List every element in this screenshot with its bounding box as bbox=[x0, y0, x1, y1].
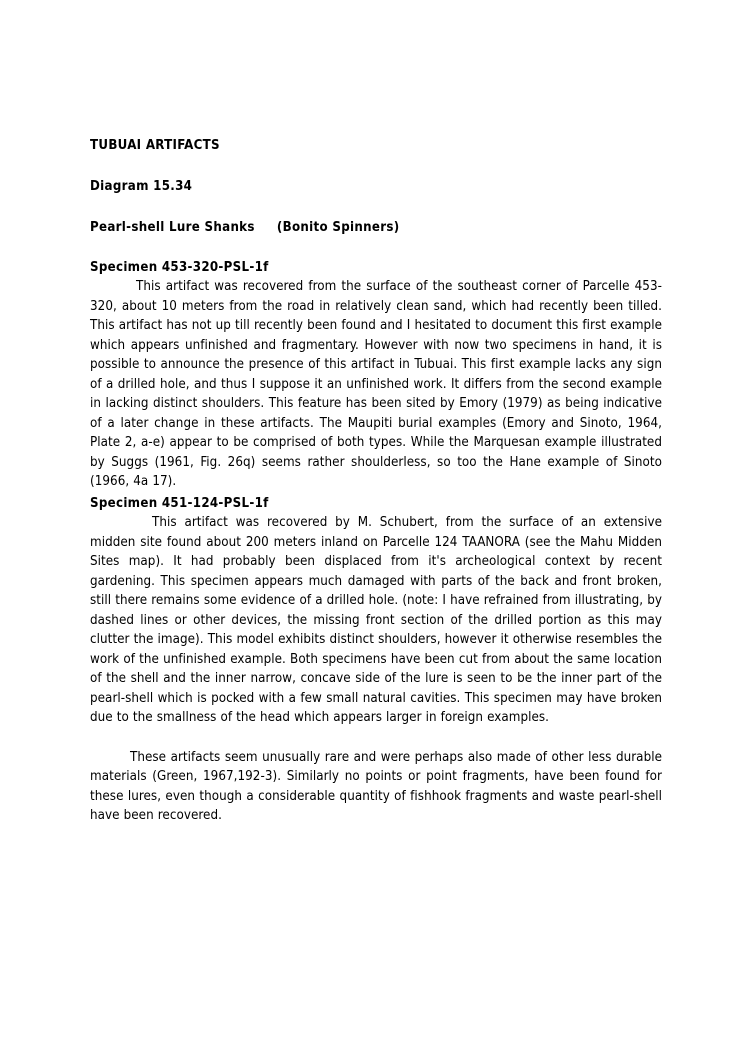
specimen-body-1: This artifact was recovered from the surface of the southeast corner of Parcelle 453-320, about 10 meters from the road in relatively clean sand, which had recently been tilled. This artifact has not up till recently been found and I hesitated to document this first example which appears unfinished and fragmentary. However with now two specimens in hand, it is possible to announce the presence of this artifact in Tubuai. This first example lacks any sign of a drilled hole, and thus I suppose it an unfinished work. It differs from the second example in lacking distinct shoulders. This feature has been sited by Emory (1979) as being indicative of a later change in these artifacts. The Maupiti burial examples (Emory and Sinoto, 1964, Plate 2, a-e) appear to be comprised of both types. While the Marquesan example illustrated by Suggs (1961, Fig. 26q) seems rather shoulderless, so too the Hane example of Sinoto (1966, 4a 17). bbox=[90, 279, 662, 490]
heading-spacer bbox=[90, 236, 662, 258]
page-title: TUBUAI ARTIFACTS bbox=[90, 138, 220, 153]
specimen-heading-1: Specimen 453-320-PSL-1f bbox=[90, 260, 269, 275]
heading-spacer bbox=[90, 154, 662, 178]
heading-block bbox=[90, 0, 662, 258]
page-content bbox=[90, 0, 662, 826]
heading-spacer bbox=[90, 195, 662, 219]
closing-paragraph: These artifacts seem unusually rare and were perhaps also made of other less durable materials (Green, 1967,192-3). Similarly no points or point fragments, have been found for these lures, even though a considerable quantity of fishhook fragments and waste pearl-shell have been recovered. bbox=[90, 749, 662, 824]
paragraph-spacer bbox=[90, 728, 662, 748]
specimen-body-2: This artifact was recovered by M. Schubert, from the surface of an extensive midden site found about 200 meters inland on Parcelle 124 TAANORA (see the Mahu Midden Sites map). It had probably been displaced from it's archeological context by recent gardening. This specimen appears much damaged with parts of the back and front broken, still there remains some evidence of a drilled hole. (note: I have refrained from illustrating, by dashed lines or other devices, the missing front section of the drilled portion as this may clutter the image). This model exhibits distinct shoulders, however it otherwise resembles the work of the unfinished example. Both specimens have been cut from about the same location of the shell and the inner narrow, concave side of the lure is seen to be the inner part of the pearl-shell which is pocked with a few small natural cavities. This specimen may have broken due to the smallness of the head which appears larger in foreign examples. bbox=[90, 515, 662, 726]
specimen-heading-2: Specimen 451-124-PSL-1f bbox=[90, 496, 269, 512]
subject-heading: Pearl-shell Lure Shanks (Bonito Spinners) bbox=[90, 220, 400, 235]
diagram-heading: Diagram 15.34 bbox=[90, 179, 193, 194]
